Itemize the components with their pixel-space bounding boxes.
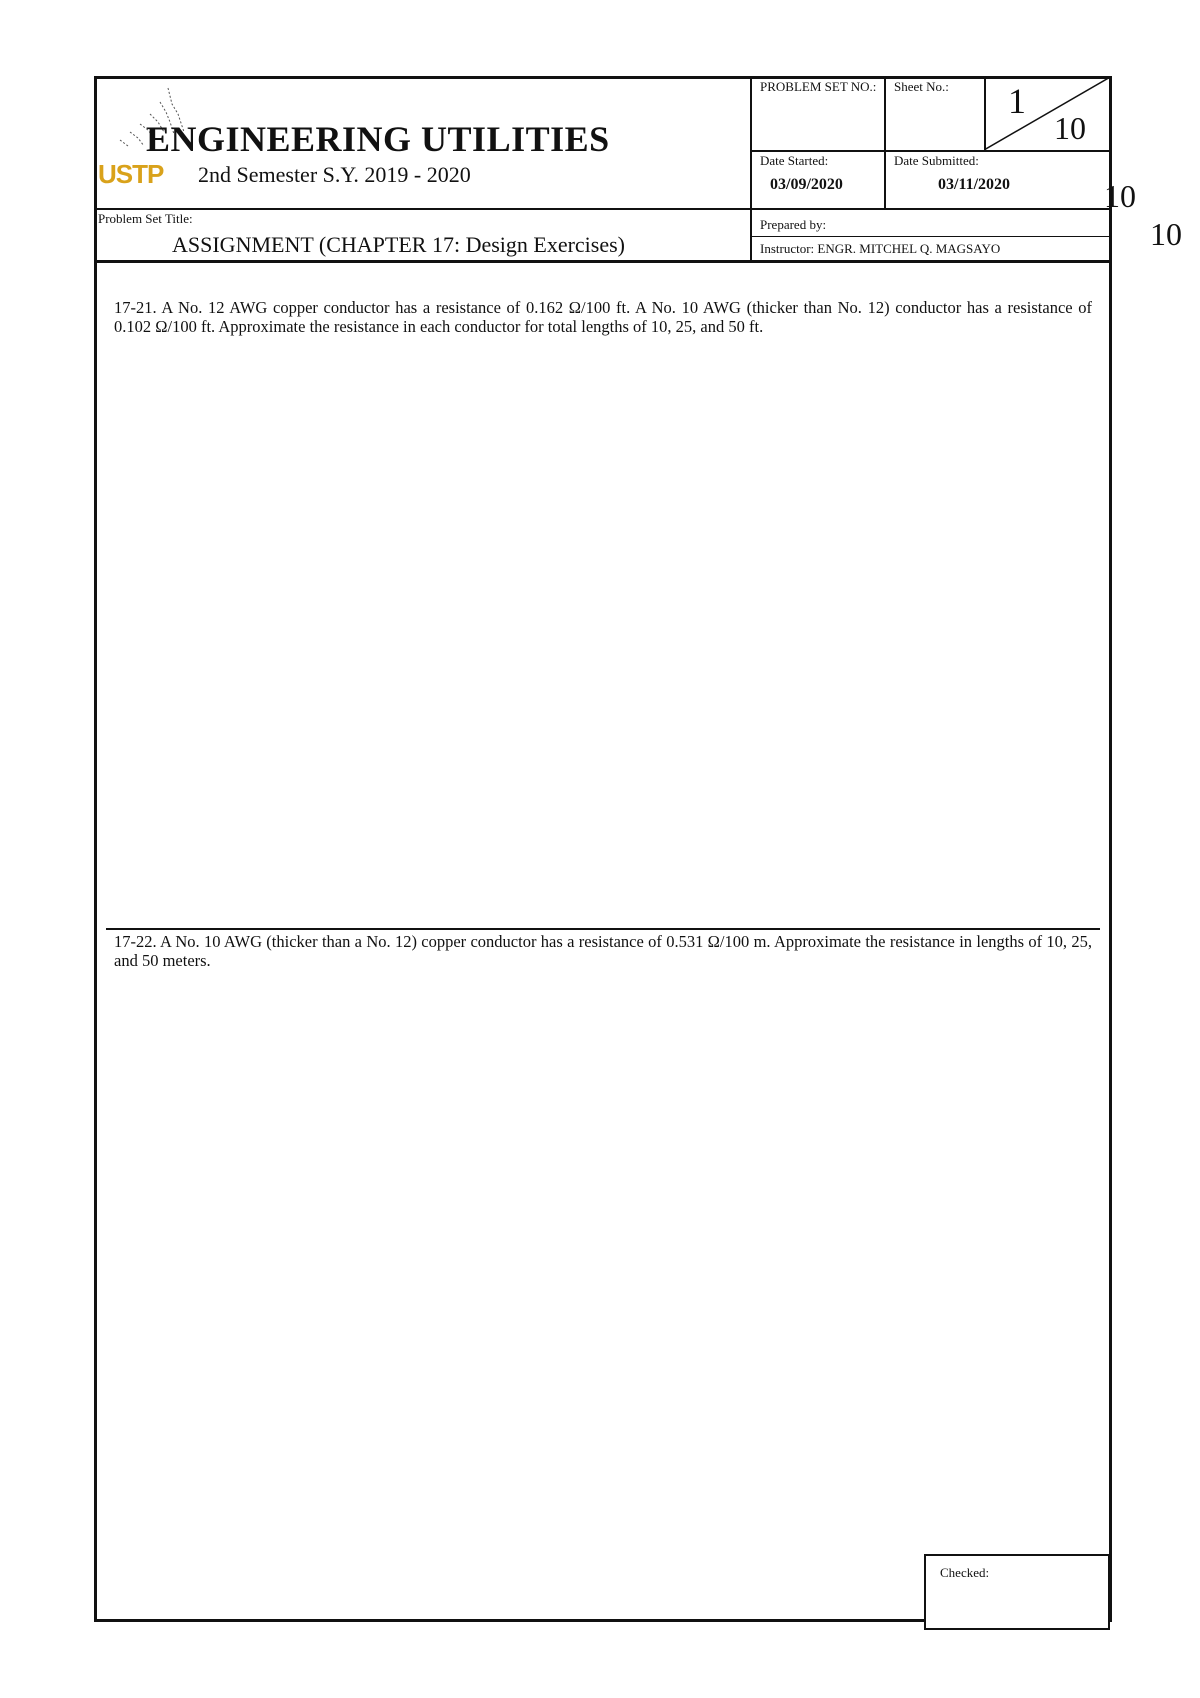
sheet-diagonal bbox=[984, 76, 1112, 150]
margin-mark-2: 10 bbox=[1150, 216, 1182, 252]
logo-subtext bbox=[98, 189, 186, 199]
header-row-divider bbox=[750, 150, 1112, 152]
header-bottom-border bbox=[94, 260, 1112, 263]
date-submitted-value: 03/11/2020 bbox=[938, 176, 1011, 193]
date-started-value: 03/09/2020 bbox=[770, 176, 843, 193]
sheet-no-label: Sheet No.: bbox=[894, 79, 949, 94]
header-mid-divider bbox=[884, 76, 886, 208]
checked-box bbox=[924, 1554, 1110, 1630]
sheet-total: 10 bbox=[1054, 110, 1086, 146]
sheet-current: 1 bbox=[1008, 81, 1026, 121]
prepared-by-label: Prepared by: bbox=[760, 217, 827, 232]
instructor-name: Instructor: ENGR. MITCHEL Q. MAGSAYO bbox=[760, 241, 1001, 256]
problem-divider bbox=[106, 928, 1100, 930]
date-submitted-label: Date Submitted: bbox=[894, 153, 979, 168]
problem-set-no-label: PROBLEM SET NO.: bbox=[760, 79, 877, 94]
course-title: ENGINEERING UTILITIES bbox=[146, 119, 610, 159]
problem-set-title-label: Problem Set Title: bbox=[98, 211, 193, 226]
header-divider bbox=[94, 208, 1112, 210]
problem-17-21: 17-21. A No. 12 AWG copper conductor has a resistance of 0.162 Ω/100 ft. A No. 10 AWG (thicker than No. 12) conductor has a resistance of 0.102 Ω/100 ft. Approximate the resistance in each conductor for total lengths of 10, 25, and 50 ft. bbox=[114, 298, 1092, 336]
semester-label: 2nd Semester S.Y. 2019 - 2020 bbox=[198, 162, 471, 187]
problem-set-title: ASSIGNMENT (CHAPTER 17: Design Exercises) bbox=[172, 232, 626, 257]
prepared-divider bbox=[750, 236, 1112, 237]
checked-label: Checked: bbox=[940, 1565, 990, 1580]
date-started-label: Date Started: bbox=[760, 153, 829, 168]
problem-17-22: 17-22. A No. 10 AWG (thicker than a No. 12) copper conductor has a resistance of 0.531 Ω/100 m. Approximate the resistance in lengths of 10, 25, and 50 meters. bbox=[114, 932, 1092, 970]
margin-mark-1: 10 bbox=[1104, 178, 1136, 214]
header-right-divider bbox=[750, 76, 752, 262]
ustp-logo-text: USTP bbox=[98, 159, 164, 189]
